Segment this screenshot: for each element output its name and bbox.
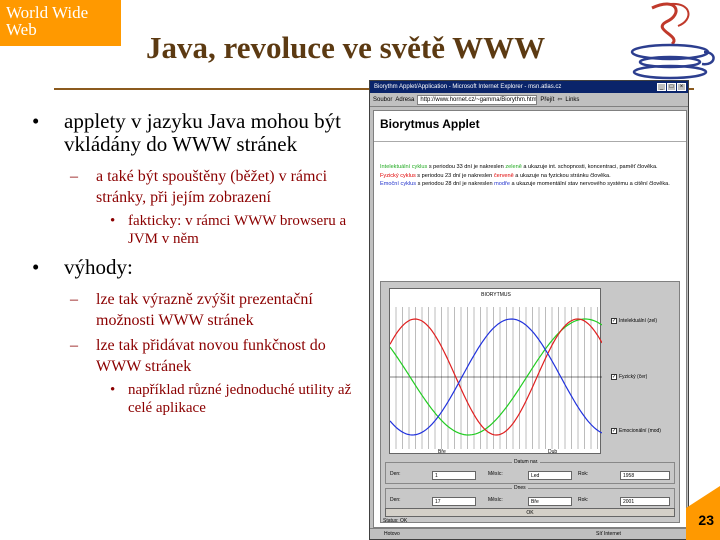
browser-window xyxy=(369,80,689,540)
close-icon[interactable]: × xyxy=(677,83,686,91)
axis-month-left: Bře xyxy=(438,449,446,455)
birth-date-label: Datum nar. xyxy=(514,459,539,465)
emo-checkbox[interactable]: ✓ Emocionální (mod) xyxy=(612,428,661,434)
sub-bullet-item: – lze tak přidávat novou funkčnost do WWW stránek xyxy=(70,337,326,375)
month-label: Měsíc: xyxy=(488,497,503,503)
today-year-input[interactable]: 2001 xyxy=(620,497,670,506)
emo-link[interactable]: Emoční cyklus xyxy=(380,181,417,188)
applet-status: Status: OK xyxy=(383,518,408,524)
browser-title: Biorythm Applet/Application - Microsoft Internet Explorer - msn.atlas.cz xyxy=(374,84,562,90)
browser-titlebar xyxy=(370,81,688,93)
bullet-text: applety v jazyku Java mohou být vkládány do WWW stránek xyxy=(64,109,342,156)
month-label: Měsíc: xyxy=(488,471,503,477)
section-label xyxy=(0,0,121,46)
sub-bullet-text: a také být spouštěny (běžet) v rámci stránky, při jejím zobrazení xyxy=(96,168,328,206)
axis-month-right: Dub xyxy=(548,449,558,455)
applet-description xyxy=(380,163,680,189)
fyz-checkbox-label: Fyzický (čer) xyxy=(619,374,648,380)
today-date-group xyxy=(385,485,675,510)
desc-text: a ukazuje na fyzickou stránku člověka. xyxy=(513,172,611,179)
maximize-icon[interactable]: □ xyxy=(667,83,676,91)
year-label: Rok: xyxy=(578,497,589,503)
desc-text: a ukazuje momentální stav nervového systému a citění člověka. xyxy=(509,181,670,188)
fyz-link[interactable]: Fyzický cyklus xyxy=(380,172,416,179)
today-month-select[interactable]: Bře xyxy=(528,497,572,506)
today-day-input[interactable]: 17 xyxy=(432,497,476,506)
desc-text: s periodou 28 dní je nakreslen xyxy=(416,181,495,188)
back-icon[interactable]: ⇦ xyxy=(557,97,563,103)
bullet-text: výhody: xyxy=(64,255,133,279)
bullet-item: • applety v jazyku Java mohou být vkládány do WWW stránek xyxy=(32,109,342,156)
day-label: Den: xyxy=(390,471,401,477)
desc-text: s periodou 23 dní je nakreslen xyxy=(415,172,494,179)
applet-panel xyxy=(380,281,680,523)
birth-date-group xyxy=(385,459,675,484)
birth-year-input[interactable]: 1958 xyxy=(620,471,670,480)
sub-bullet-item: – a také být spouštěny (běžet) v rámci stránky, při jejím zobrazení xyxy=(70,168,328,206)
sub-sub-bullet-item: • například různé jednoduché utility až celé aplikace xyxy=(110,382,352,416)
birth-day-input[interactable]: 1 xyxy=(432,471,476,480)
applet-heading: Biorytmus Applet xyxy=(380,117,480,131)
today-date-label: Dnes xyxy=(514,485,526,491)
sub-sub-bullet-text: fakticky: v rámci WWW browseru a JVM v něm xyxy=(128,213,347,247)
address-label: Adresa xyxy=(395,96,415,103)
emo-checkbox-label: Emocionální (mod) xyxy=(619,428,661,434)
chart-title: BIORYTMUS xyxy=(481,292,511,298)
color-word-blue: modře xyxy=(494,181,510,188)
section-label-line2: Web xyxy=(6,20,37,39)
biorhythm-plot xyxy=(390,289,602,455)
page-content xyxy=(373,110,687,528)
sub-sub-bullet-item: • fakticky: v rámci WWW browseru a JVM v něm xyxy=(110,213,347,247)
heading-divider xyxy=(374,141,686,142)
desc-text: a ukazuje int. schopnosti, koncentraci, paměť člověka. xyxy=(521,164,658,170)
menu-file[interactable]: Soubor xyxy=(373,96,393,103)
bullet-item: • výhody: xyxy=(32,255,133,279)
sub-bullet-text: lze tak výrazně zvýšit prezentační možnosti WWW stránek xyxy=(96,291,313,329)
browser-statusbar xyxy=(370,528,688,539)
bullet-list xyxy=(24,110,364,425)
browser-toolbar xyxy=(370,93,688,107)
slide-title: Java, revoluce ve světě WWW xyxy=(146,30,546,65)
intel-checkbox[interactable]: ✓ Intelektuální (zel) xyxy=(612,318,658,324)
desc-text: s periodou 33 dní je nakreslen xyxy=(427,164,506,170)
color-word-green: zeleně xyxy=(505,164,522,170)
intel-link[interactable]: Intelektuální cyklus xyxy=(380,164,428,170)
security-zone: Síť Internet xyxy=(596,531,621,537)
links-label[interactable]: Links xyxy=(565,96,580,103)
intel-checkbox-label: Intelektuální (zel) xyxy=(619,318,658,324)
color-word-red: červeně xyxy=(493,172,514,179)
minimize-icon[interactable]: _ xyxy=(657,83,666,91)
page-number: 23 xyxy=(698,512,714,528)
java-cup-logo-icon xyxy=(622,0,720,84)
birth-month-select[interactable]: Led xyxy=(528,471,572,480)
section-label-line1: World Wide xyxy=(6,3,89,22)
ok-button[interactable]: OK xyxy=(385,508,675,517)
day-label: Den: xyxy=(390,497,401,503)
biorhythm-chart xyxy=(389,288,601,454)
status-text: Hotovo xyxy=(384,531,400,537)
fyz-checkbox[interactable]: ✓ Fyzický (čer) xyxy=(612,374,648,380)
sub-bullet-item: – lze tak výrazně zvýšit prezentační možnosti WWW stránek xyxy=(70,291,313,329)
page-number-badge xyxy=(686,486,720,540)
year-label: Rok: xyxy=(578,471,589,477)
go-button[interactable]: Přejít xyxy=(540,96,555,103)
sub-bullet-text: lze tak přidávat novou funkčnost do WWW stránek xyxy=(96,337,326,375)
sub-sub-bullet-text: například různé jednoduché utility až celé aplikace xyxy=(128,382,352,416)
address-input[interactable]: http://www.hornet.cz/~gamma/Biorythm.htm xyxy=(417,95,537,105)
